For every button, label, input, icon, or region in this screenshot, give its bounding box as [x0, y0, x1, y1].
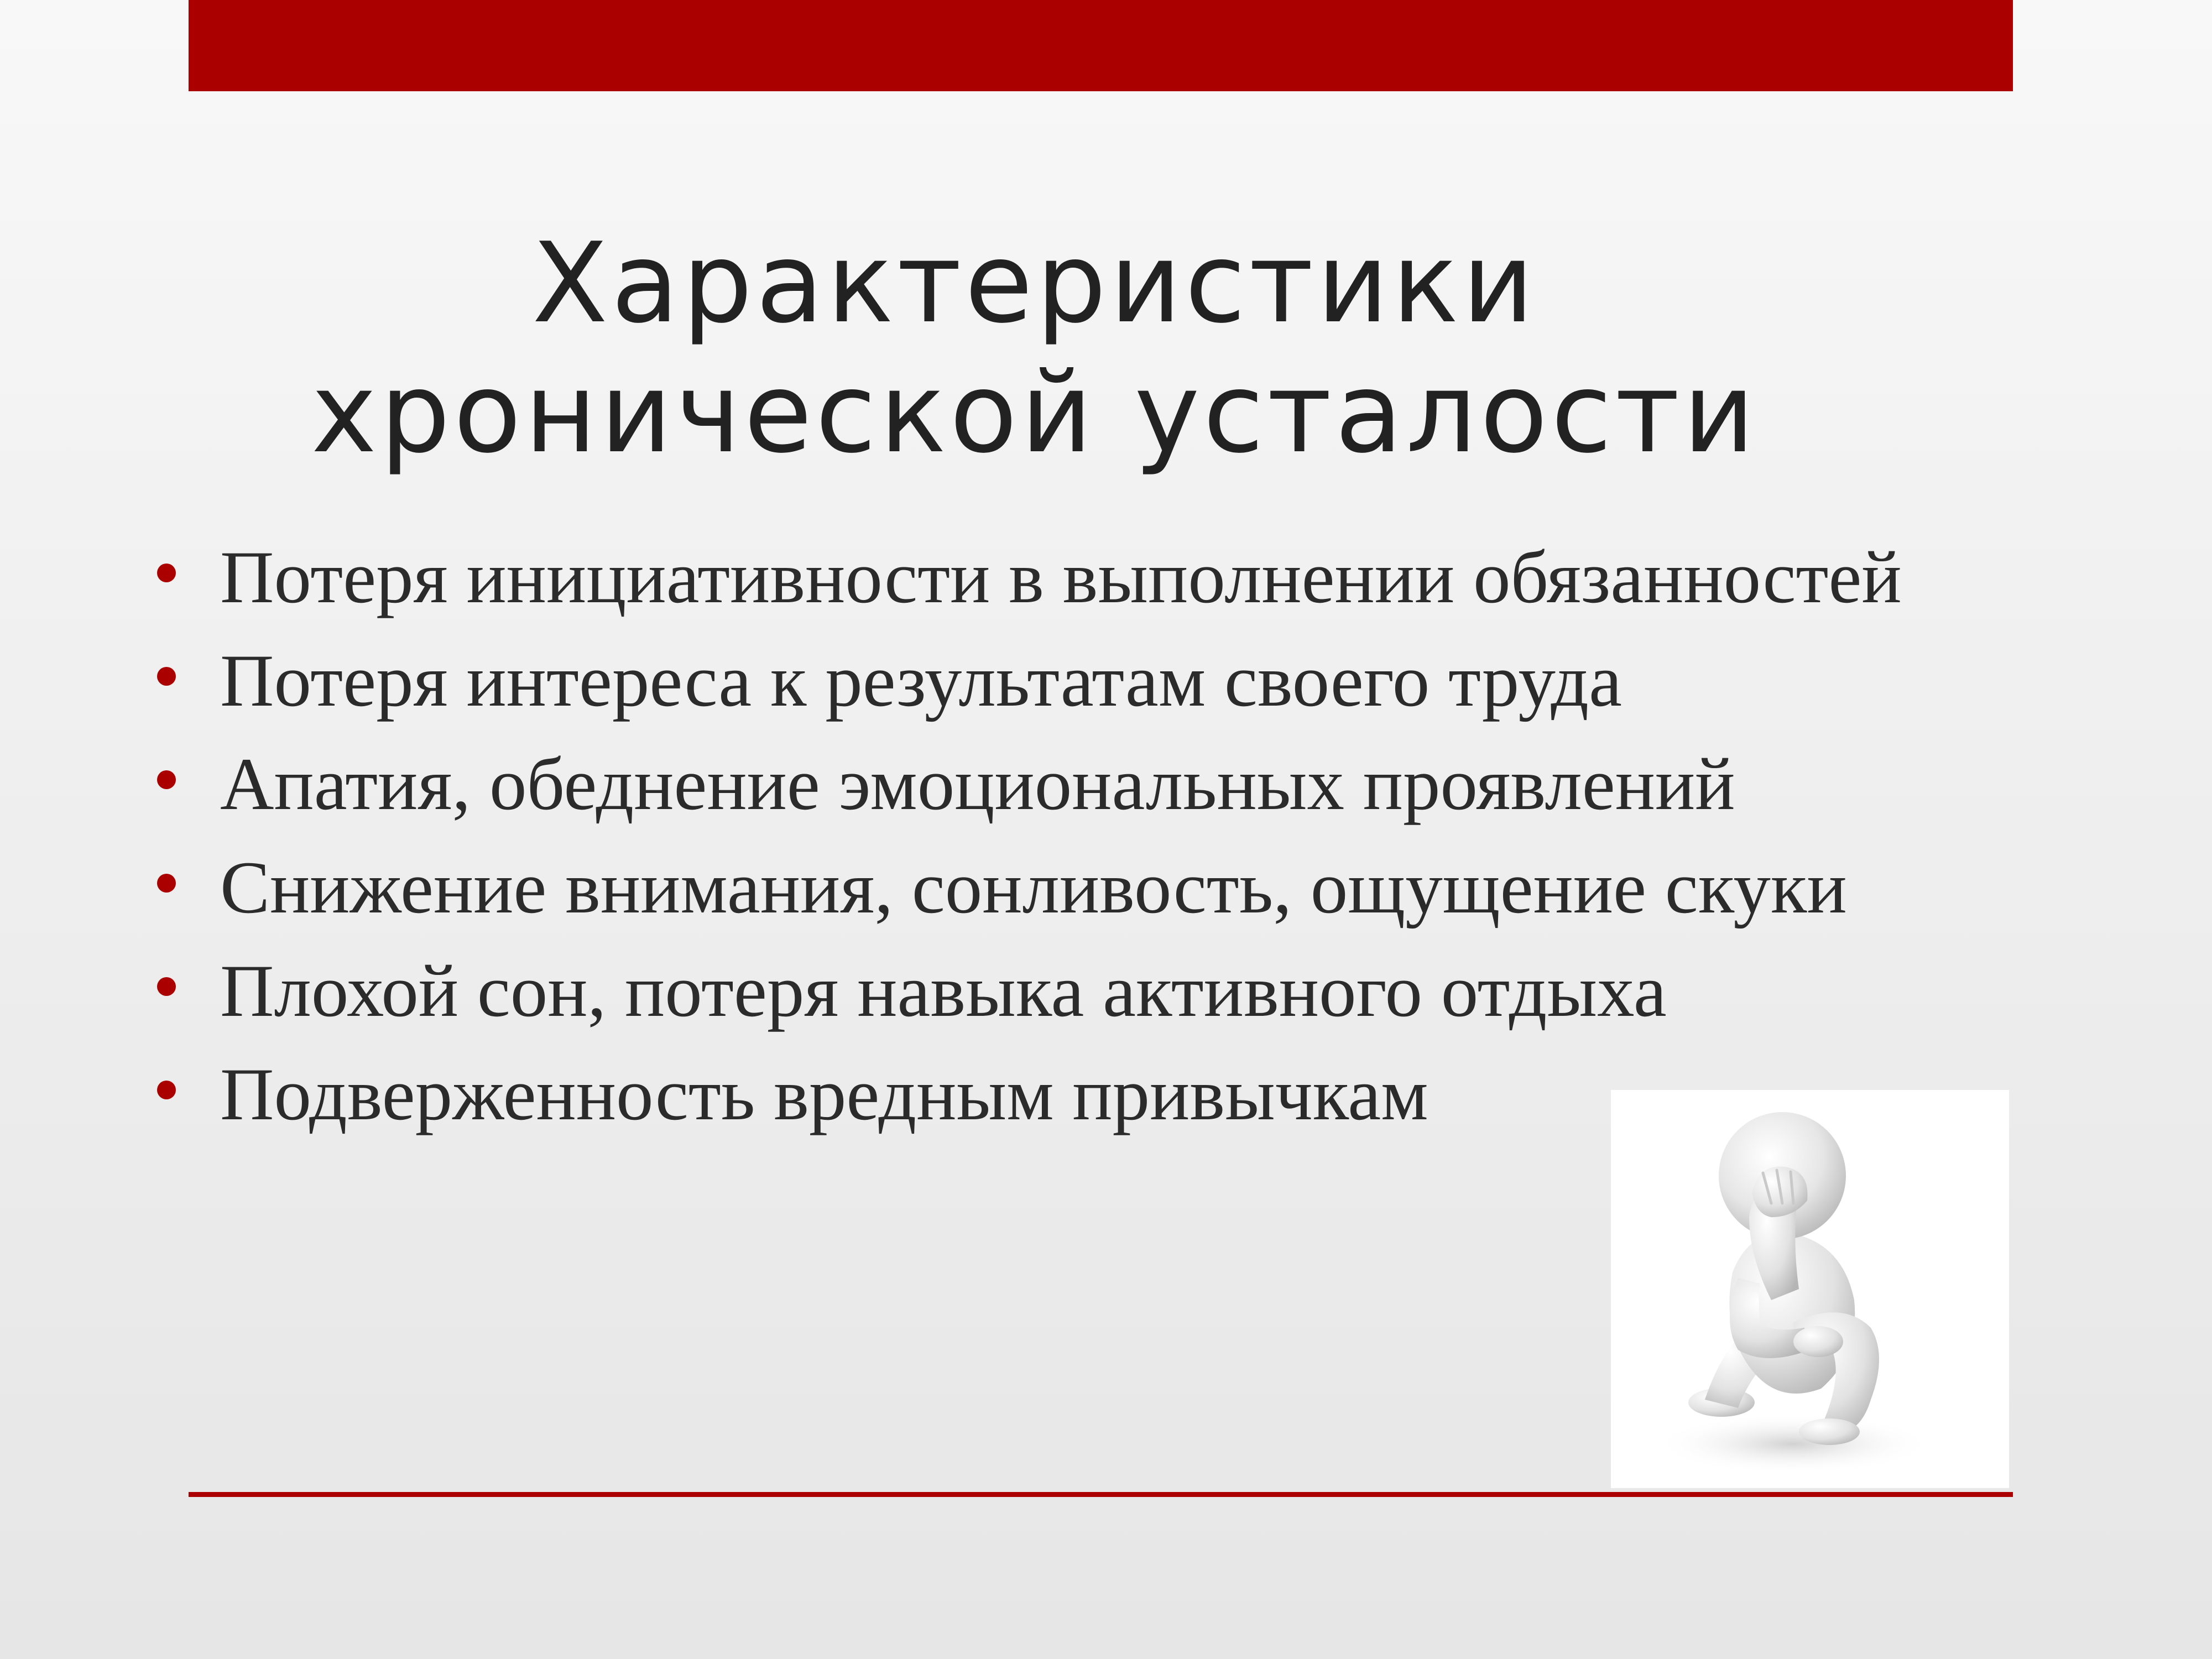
bullet-icon: [157, 1081, 176, 1099]
slide-title-line-2: хронической усталости: [311, 349, 1759, 478]
list-item-text: Плохой сон, потеря навыка активного отдыха: [220, 950, 1667, 1032]
bottom-accent-line: [189, 1492, 2013, 1497]
bullet-list: [149, 536, 1902, 1160]
top-accent-bar: [189, 0, 2013, 91]
bullet-icon: [157, 770, 176, 789]
bullet-icon: [157, 564, 176, 582]
list-item: [149, 950, 1902, 1056]
list-item: [149, 743, 1902, 849]
list-item-text: Потеря интереса к результатам своего труда: [220, 640, 1623, 722]
list-item-text: Потеря инициативности в выполнении обязанностей: [220, 536, 1902, 619]
list-item: [149, 640, 1902, 746]
list-item: [149, 849, 1902, 953]
tired-person-icon: [1611, 1090, 2009, 1488]
list-item-text: Снижение внимания, сонливость, ощущение скуки: [220, 847, 1847, 929]
bullet-icon: [157, 667, 176, 686]
bullet-icon: [157, 874, 176, 893]
bullet-icon: [157, 977, 176, 996]
list-item: [149, 536, 1902, 643]
list-item-text: Апатия, обеднение эмоциональных проявлений: [220, 743, 1735, 826]
tired-person-image: [1611, 1090, 2009, 1488]
slide-title-line-1: Характеристики: [532, 219, 1537, 348]
slide-title: [189, 218, 1881, 478]
list-item-text: Подверженность вредным привычкам: [220, 1053, 1428, 1136]
